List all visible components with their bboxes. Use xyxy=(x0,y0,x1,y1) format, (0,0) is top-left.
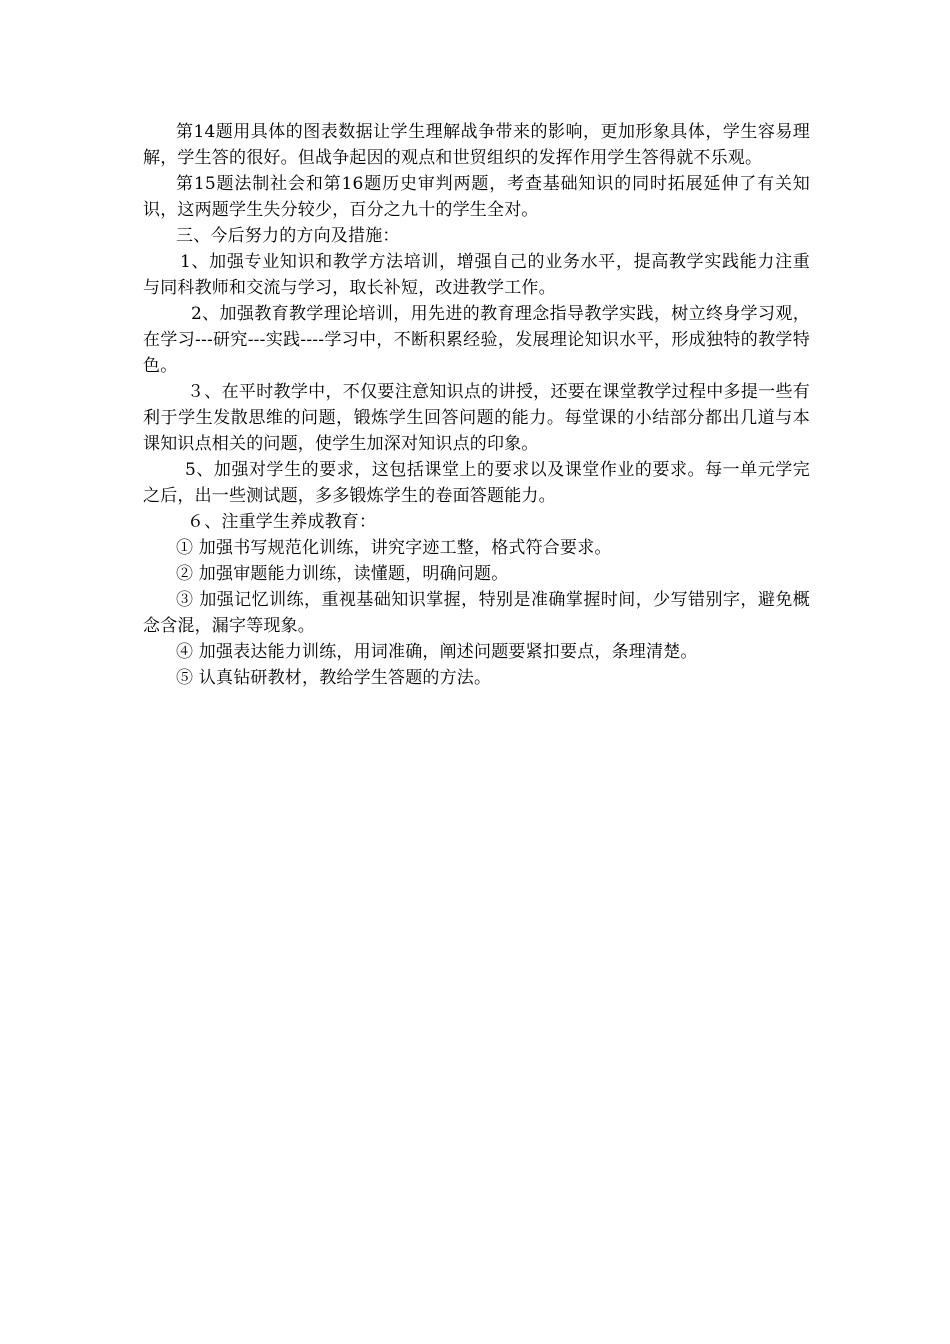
habit-item-5: ⑤ 认真钻研教材，教给学生答题的方法。 xyxy=(176,668,492,688)
measure-item-1: 1、加强专业知识和教学方法培训，增强自己的业务水平，提高教学实践能力注重与同科教师和交流与学习，取长补短，改进教学工作。 xyxy=(143,252,810,298)
habit-item-2: ② 加强审题能力训练，读懂题，明确问题。 xyxy=(176,564,509,584)
measure-item-2: 2、加强教育教学理论培训，用先进的教育理念指导教学实践，树立终身学习观，在学习---研究---实践----学习中，不断积累经验，发展理论知识水平，形成独特的教学特色。 xyxy=(143,304,810,376)
paragraph-q15-q16: 第15题法制社会和第16题历史审判两题，考查基础知识的同时拓展延伸了有关知识，这两题学生失分较少，百分之九十的学生全对。 xyxy=(143,174,810,220)
habit-item-4: ④ 加强表达能力训练，用词准确，阐述问题要紧扣要点，条理清楚。 xyxy=(176,642,698,662)
habit-item-1: ① 加强书写规范化训练，讲究字迹工整，格式符合要求。 xyxy=(176,538,612,558)
paragraph-q14: 第14题用具体的图表数据让学生理解战争带来的影响，更加形象具体，学生容易理解，学生答的很好。但战争起因的观点和世贸组织的发挥作用学生答得就不乐观。 xyxy=(143,122,810,168)
document-body xyxy=(143,119,810,691)
habit-item-3: ③ 加强记忆训练，重视基础知识掌握，特别是准确掌握时间，少写错别字，避免概念含混，漏字等现象。 xyxy=(143,590,810,636)
measure-item-5: 5、加强对学生的要求，这包括课堂上的要求以及课堂作业的要求。每一单元学完之后，出一些测试题，多多锻炼学生的卷面答题能力。 xyxy=(143,460,810,506)
measure-item-3: ３、在平时教学中，不仅要注意知识点的讲授，还要在课堂教学过程中多提一些有利于学生发散思维的问题，锻炼学生回答问题的能力。每堂课的小结部分都出几道与本课知识点相关的问题，使学生加深对知识点的印象。 xyxy=(143,382,810,454)
measure-item-6: ６、注重学生养成教育： xyxy=(187,512,377,532)
section-heading-measures: 三、今后努力的方向及措施： xyxy=(176,226,400,246)
